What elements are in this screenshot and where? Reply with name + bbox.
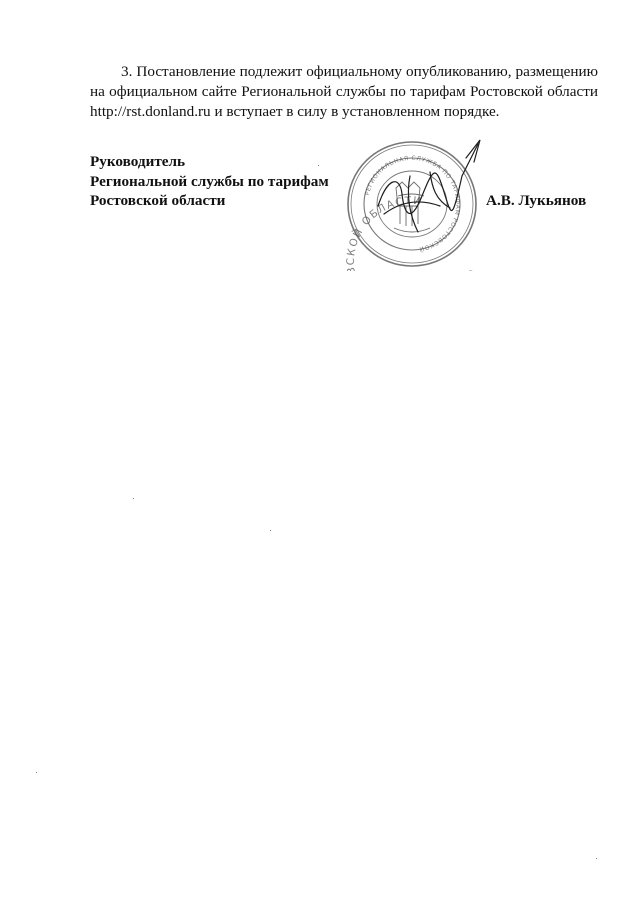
body-paragraph xyxy=(90,62,598,122)
paragraph-line: на официальном сайте Региональной службы по тарифам Ростовской области xyxy=(90,83,598,100)
position-line: Региональной службы по тарифам xyxy=(90,172,329,190)
handwritten-signature xyxy=(378,140,480,232)
signatory-position xyxy=(90,152,329,211)
official-seal-stamp xyxy=(340,136,485,271)
signatory-name: А.В. Лукьянов xyxy=(486,192,587,209)
position-line: Руководитель xyxy=(90,153,186,170)
scan-speck xyxy=(133,498,134,499)
scan-speck xyxy=(36,772,37,773)
paragraph-line: http://rst.donland.ru и вступает в силу в установленном порядке. xyxy=(90,103,500,120)
scan-speck xyxy=(270,530,271,531)
position-line: Ростовской области xyxy=(90,192,226,209)
stamp-inner-text: РЕГИОНАЛЬНАЯ СЛУЖБА ПО ТАРИФАМ РОСТОВСКОЙ xyxy=(363,154,462,253)
scan-speck xyxy=(596,858,597,859)
stamp-outer-text: ВСКОЙ ОБЛАСТИ xyxy=(344,194,424,271)
paragraph-line: 3. Постановление подлежит официальному опубликованию, размещению xyxy=(121,63,598,80)
scan-speck xyxy=(318,165,319,166)
